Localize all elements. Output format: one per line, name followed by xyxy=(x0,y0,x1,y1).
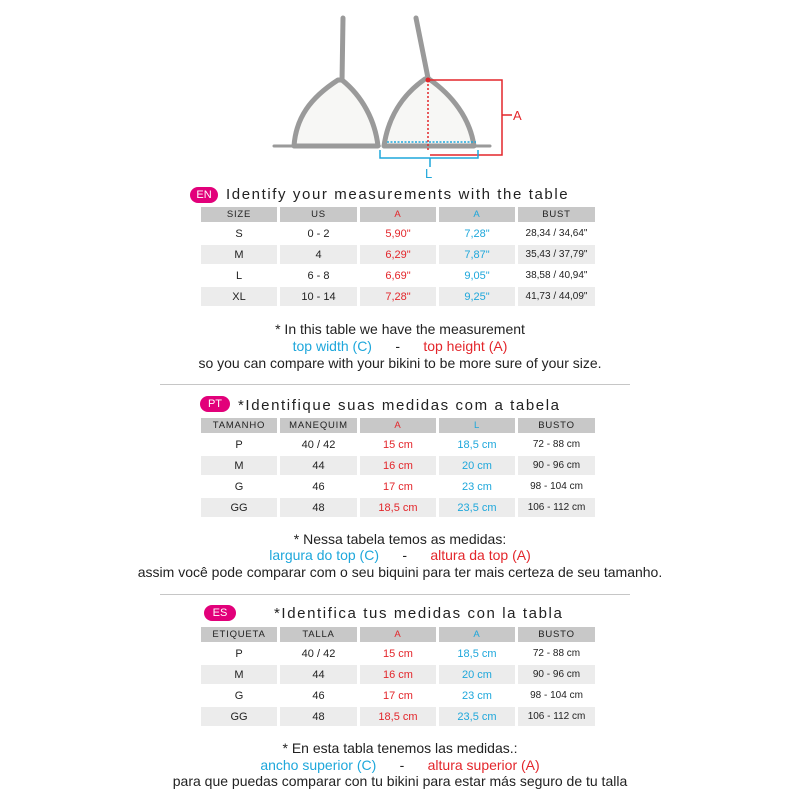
note-line-2-en xyxy=(0,338,800,354)
section-divider xyxy=(160,594,630,595)
table-row xyxy=(201,644,595,663)
column-header: A xyxy=(360,418,436,433)
table-cell: GG xyxy=(201,498,277,517)
table-cell: 7,87" xyxy=(439,245,515,264)
table-cell: 20 cm xyxy=(439,456,515,475)
table-cell: 28,34 / 34,64" xyxy=(525,228,588,239)
table-header-row xyxy=(201,627,595,642)
language-badge-en: EN xyxy=(190,187,218,203)
table-cell: 72 - 88 cm xyxy=(532,648,581,659)
table-cell: L xyxy=(235,269,243,282)
column-header: TALLA xyxy=(280,627,357,642)
table-cell: 9,05" xyxy=(464,269,490,282)
table-cell: 40 / 42 xyxy=(301,647,336,660)
table-row xyxy=(201,224,595,243)
table-cell: 20 cm xyxy=(439,665,515,684)
table-cell: 7,28" xyxy=(360,287,436,306)
table-cell: P xyxy=(235,438,243,451)
section-heading-es: *Identifica tus medidas con la tabla xyxy=(274,605,564,622)
table-cell: 48 xyxy=(280,707,357,726)
column-header: SIZE xyxy=(201,207,277,222)
measure-a-label: A xyxy=(513,108,522,123)
table-cell: 0 - 2 xyxy=(307,227,330,240)
note-top-width: top width (C) xyxy=(292,338,372,354)
table-cell: 106 - 112 cm xyxy=(518,498,595,517)
table-cell: 44 xyxy=(280,665,357,684)
table-cell: G xyxy=(234,689,244,702)
note-dash: - xyxy=(395,338,400,354)
size-table-pt xyxy=(198,416,598,519)
table-cell: 90 - 96 cm xyxy=(518,456,595,475)
note-top-height: top height (A) xyxy=(423,338,508,354)
column-header: A xyxy=(439,207,515,222)
note-dash: - xyxy=(399,757,405,773)
size-table-en xyxy=(198,205,598,308)
table-cell: 41,73 / 44,09" xyxy=(518,287,595,306)
table-cell: 17 cm xyxy=(383,480,413,493)
table-cell: M xyxy=(201,665,277,684)
note-top-height: altura da top (A) xyxy=(430,547,531,563)
column-header: L xyxy=(439,418,515,433)
table-cell: 18,5 cm xyxy=(457,438,497,451)
table-row xyxy=(201,245,595,264)
table-row xyxy=(201,456,595,475)
table-cell: 15 cm xyxy=(383,647,413,660)
table-cell: 4 xyxy=(280,245,357,264)
table-cell: 72 - 88 cm xyxy=(532,439,581,450)
table-cell: 46 xyxy=(312,689,325,702)
note-line-2-pt xyxy=(0,547,800,563)
measure-l-label: L xyxy=(425,166,433,181)
note-line-1-es: * En esta tabla tenemos las medidas.: xyxy=(282,740,518,756)
table-cell: 6,29" xyxy=(360,245,436,264)
bikini-outline xyxy=(274,18,490,146)
table-row xyxy=(201,266,595,285)
table-header-row xyxy=(201,418,595,433)
section-heading-en: Identify your measurements with the table xyxy=(226,186,570,203)
table-cell: 10 - 14 xyxy=(280,287,357,306)
table-row xyxy=(201,686,595,705)
section-heading-pt: *Identifique suas medidas com a tabela xyxy=(238,397,561,414)
table-cell: 16 cm xyxy=(360,665,436,684)
language-badge-pt: PT xyxy=(200,396,230,412)
table-cell: 23,5 cm xyxy=(439,498,515,517)
column-header: BUST xyxy=(518,207,595,222)
table-cell: 98 - 104 cm xyxy=(530,690,583,701)
column-header: TAMANHO xyxy=(201,418,277,433)
table-cell: 7,28" xyxy=(464,227,490,240)
column-header: BUSTO xyxy=(518,627,595,642)
table-cell: 18,5 cm xyxy=(360,707,436,726)
table-cell: 23 cm xyxy=(462,689,492,702)
note-dash: - xyxy=(402,547,407,563)
note-top-width: largura do top (C) xyxy=(269,547,379,563)
table-cell: 90 - 96 cm xyxy=(518,665,595,684)
column-header: ETIQUETA xyxy=(201,627,277,642)
table-cell: 40 / 42 xyxy=(301,438,336,451)
table-cell: P xyxy=(235,647,243,660)
table-cell: 48 xyxy=(280,498,357,517)
table-cell: 44 xyxy=(280,456,357,475)
note-line-1-en: * In this table we have the measurement xyxy=(275,321,525,337)
table-cell: M xyxy=(201,456,277,475)
table-cell: 18,5 cm xyxy=(457,647,497,660)
language-badge-es: ES xyxy=(204,605,236,621)
table-cell: 98 - 104 cm xyxy=(530,481,583,492)
table-cell: S xyxy=(235,227,243,240)
column-header: A xyxy=(360,207,436,222)
table-cell: 15 cm xyxy=(383,438,413,451)
bikini-top-diagram xyxy=(0,0,800,185)
note-line-3-en: so you can compare with your bikini to be more sure of your size. xyxy=(198,355,602,371)
table-cell: 46 xyxy=(312,480,325,493)
note-line-3-pt: assim você pode comparar com o seu biquini para ter mais certeza de seu tamanho. xyxy=(137,564,663,580)
table-cell: 17 cm xyxy=(383,689,413,702)
table-cell: 38,58 / 40,94" xyxy=(525,270,588,281)
column-header: MANEQUIM xyxy=(280,418,357,433)
measure-a-point xyxy=(426,78,431,83)
table-cell: 5,90" xyxy=(385,227,411,240)
table-cell: 18,5 cm xyxy=(360,498,436,517)
table-cell: 35,43 / 37,79" xyxy=(518,245,595,264)
section-divider xyxy=(160,384,630,385)
table-cell: 6,69" xyxy=(385,269,411,282)
column-header: BUSTO xyxy=(518,418,595,433)
note-line-3-es: para que puedas comparar con tu bikini para estar más seguro de tu talla xyxy=(172,773,628,789)
table-cell: 23,5 cm xyxy=(439,707,515,726)
note-line-2-es xyxy=(0,757,800,773)
table-row xyxy=(201,287,595,306)
table-cell: GG xyxy=(201,707,277,726)
column-header: A xyxy=(360,627,436,642)
table-row xyxy=(201,707,595,726)
column-header: A xyxy=(439,627,515,642)
table-cell: M xyxy=(201,245,277,264)
table-cell: 106 - 112 cm xyxy=(518,707,595,726)
table-cell: XL xyxy=(201,287,277,306)
table-row xyxy=(201,665,595,684)
note-top-width: ancho superior (C) xyxy=(260,757,377,773)
table-row xyxy=(201,477,595,496)
table-cell: 6 - 8 xyxy=(307,269,330,282)
table-cell: 16 cm xyxy=(360,456,436,475)
table-row xyxy=(201,435,595,454)
note-line-1-pt: * Nessa tabela temos as medidas: xyxy=(293,531,507,547)
size-table-es xyxy=(198,625,598,728)
note-top-height: altura superior (A) xyxy=(427,757,540,773)
table-cell: 23 cm xyxy=(462,480,492,493)
table-header-row xyxy=(201,207,595,222)
column-header: US xyxy=(280,207,357,222)
table-cell: G xyxy=(234,480,244,493)
table-cell: 9,25" xyxy=(439,287,515,306)
table-row xyxy=(201,498,595,517)
